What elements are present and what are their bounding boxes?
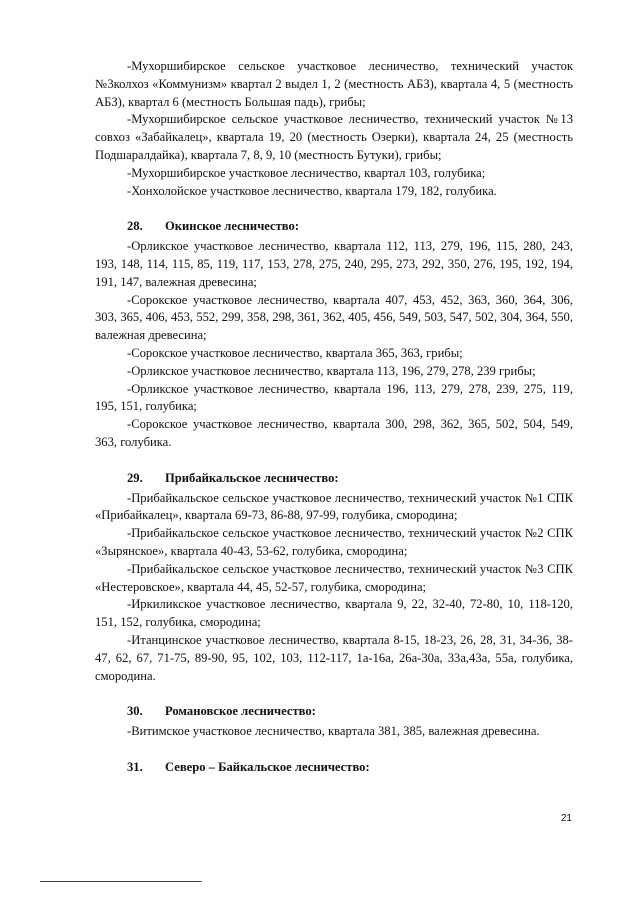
paragraph: -Витимское участковое лесничество, квартала 381, 385, валежная древесина. (127, 724, 540, 739)
paragraph: -Итанцинское участковое лесничество, квартала 8-15, 18-23, 26, 28, 31, 34-36, 38-47, 62, 67, 71-75, 89-90, 95, 102, 103, 112-117, 1а-16а, 26а-30а, 33а,43а, 55а, голубика, смородина. (95, 632, 573, 683)
document-body (95, 58, 573, 779)
paragraph: -Мухоршибирское участковое лесничество, квартал 103, голубика; (127, 165, 486, 180)
section-number: 28. (127, 219, 143, 234)
paragraph: -Прибайкальское сельское участковое лесничество, технический участок №2 СПК «Зырянское», квартала 40-43, 53-62, голубика, смородина; (95, 526, 573, 558)
intro-block (95, 58, 573, 200)
section-title: Окинское лесничество: (165, 219, 300, 234)
section-heading (95, 470, 573, 488)
section-heading (95, 759, 573, 777)
paragraph: -Сорокское участковое лесничество, квартала 365, 363, грибы; (127, 345, 463, 360)
section-31 (95, 759, 573, 777)
paragraph: -Сорокское участковое лесничество, квартала 300, 298, 362, 365, 502, 504, 549, 363, голубика. (95, 417, 573, 449)
section-29 (95, 470, 573, 686)
section-title: Романовское лесничество: (165, 704, 316, 719)
section-28 (95, 218, 573, 451)
section-number: 31. (127, 759, 143, 774)
paragraph: -Прибайкальское сельское участковое лесничество, технический участок №1 СПК «Прибайкалец», квартала 69-73, 86-88, 97-99, голубика, смородина; (95, 490, 573, 523)
paragraph: -Сорокское участковое лесничество, квартала 407, 453, 452, 363, 360, 364, 306, 303, 365, 406, 453, 552, 299, 358, 298, 361, 362, 405, 456, 549, 503, 547, 502, 304, 364, 550, валежная древесина; (95, 292, 573, 343)
section-heading (95, 703, 573, 721)
paragraph: -Орликское участковое лесничество, квартала 112, 113, 279, 196, 115, 280, 243, 193, 148, 114, 115, 85, 119, 117, 153, 278, 275, 240, 295, 273, 292, 350, 276, 195, 192, 194, 191, 147, валежная древесина; (95, 239, 573, 289)
section-number: 29. (127, 470, 143, 485)
paragraph: -Орликское участковое лесничество, квартала 113, 196, 279, 278, 239 грибы; (127, 363, 536, 378)
paragraph: -Прибайкальское сельское участковое лесничество, технический участок №3 СПК «Нестеровское», квартала 44, 45, 52-57, голубика, смородина; (95, 561, 573, 594)
section-heading (95, 218, 573, 236)
section-title: Прибайкальское лесничество: (165, 470, 339, 485)
paragraph: -Иркиликское участковое лесничество, квартала 9, 22, 32-40, 72-80, 10, 118-120, 151, 152, голубика, смородина; (95, 597, 573, 630)
paragraph: -Мухоршибирское сельское участковое лесничество, технический участок №13 совхоз «Забайкалец», квартала 19, 20 (местность Озерки), квартала 24, 25 (местность Подшаралдайка), квартала 7, 8, 9, 10 (местность Бутуки), грибы; (95, 112, 573, 162)
footnote-divider (40, 881, 202, 882)
page-number: 21 (560, 813, 572, 824)
section-30 (95, 703, 573, 741)
section-title: Северо – Байкальское лесничество: (165, 759, 370, 774)
paragraph: -Хонхолойское участковое лесничество, квартала 179, 182, голубика. (127, 183, 497, 198)
paragraph: -Орликское участковое лесничество, квартала 196, 113, 279, 278, 239, 275, 119, 195, 151, голубика; (95, 381, 573, 414)
paragraph: -Мухоршибирское сельское участковое лесничество, технический участок №3колхоз «Коммунизм» квартал 2 выдел 1, 2 (местность АБЗ), квартала 4, 5 (местность АБЗ), квартал 6 (местность Большая падь), грибы; (95, 59, 573, 109)
section-number: 30. (127, 704, 143, 719)
